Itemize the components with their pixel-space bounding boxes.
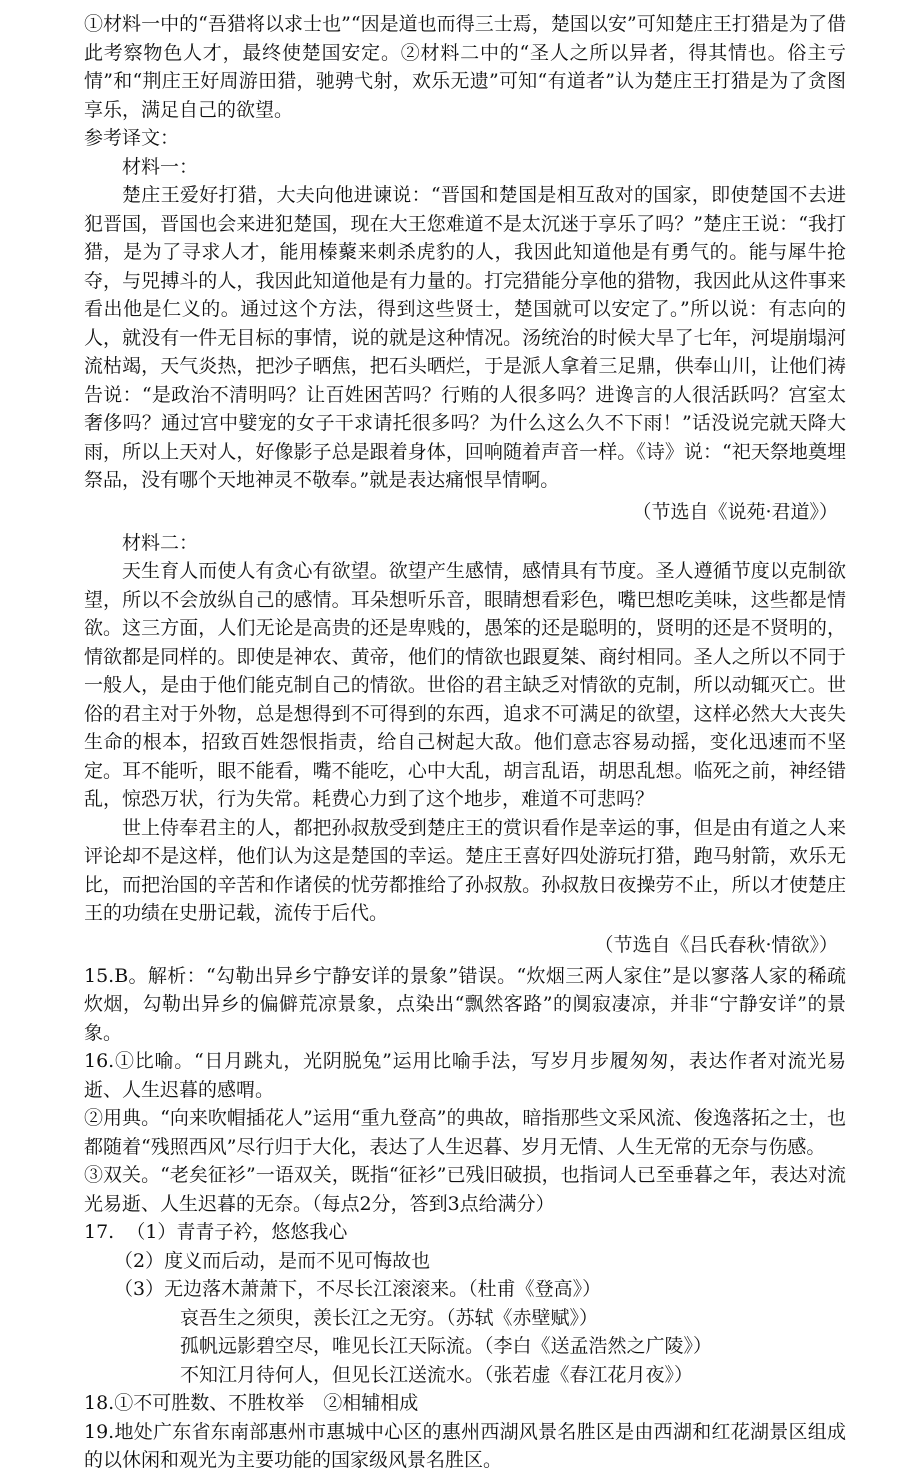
question-17-answer (84, 1218, 846, 1389)
question-17-item-3c: 孤帆远影碧空尽，唯见长江天际流。（李白《送孟浩然之广陵》） (180, 1335, 713, 1357)
question-16-point-2: ②用典。“向来吹帽插花人”运用“重九登高”的典故，暗指那些文采风流、俊逸落拓之士，也都随着“残照西风”尽行归于大化，表达了人生迟暮、岁月无情、人生无常的无奈与伤感。 (84, 1107, 846, 1158)
translation-heading: 参考译文： (84, 127, 180, 149)
material2-paragraph-2: 世上侍奉君主的人，都把孙叔敖受到楚庄王的赏识看作是幸运的事，但是由有道之人来评论却不是这样，他们认为这是楚国的幸运。楚庄王喜好四处游玩打猎，跑马射箭，欢乐无比，而把治国的辛苦和作诸侯的忧劳都推给了孙叔敖。孙叔敖日夜操劳不止，所以才使楚庄王的功绩在史册记载，流传于后代。 (84, 816, 846, 924)
question-17-item-3: （3）无边落木萧萧下，不尽长江滚滚来。（杜甫《登高》） (114, 1278, 602, 1300)
question-17-label: 17. (84, 1221, 115, 1243)
material1-title: 材料一： (122, 155, 199, 178)
question-16-point-1: 16.①比喻。“日月跳丸，光阴脱兔”运用比喻手法，写岁月步履匆匆，表达作者对流光易逝、人生迟暮的感喟。 (84, 1050, 846, 1101)
question-17-item-3d: 不知江月待何人，但见长江送流水。（张若虚《春江花月夜》） (180, 1363, 694, 1386)
material2-title: 材料二： (122, 531, 199, 554)
material1-text: 楚庄王爱好打猎，大夫向他进谏说：“晋国和楚国是相互敌对的国家，即使楚国不去进犯晋国，晋国也会来进犯楚国，现在大王您难道不是太沉迷于享乐了吗？”楚庄王说：“我打猎，是为了寻求人才，能用榛藂来刺杀虎豹的人，我因此知道他是有勇气的。能与犀牛抢夺，与兕搏斗的人，我因此知道他是有力量的。打完猎能分享他的猎物，我因此从这件事来看出他是仁义的。通过这个方法，得到这些贤士，楚国就可以安定了。”所以说：有志向的人，就没有一件无目标的事情，说的就是这种情况。汤统治的时候大旱了七年，河堤崩塌河流枯竭，天气炎热，把沙子晒焦，把石头晒烂，于是派人拿着三足鼎，供奉山川，让他们祷告说：“是政治不清明吗？让百姓困苦吗？行贿的人很多吗？进谗言的人很活跃吗？宫室太奢侈吗？通过宫中嬖宠的女子干求请托很多吗？为什么这么久不下雨！”话没说完就天降大雨，所以上天对人，好像影子总是跟着身体，回响随着声音一样。《诗》说：“祀天祭地奠埋祭品，没有哪个天地神灵不敬奉。”就是表达痛恨旱情啊。 (84, 184, 846, 491)
question-17-item-2: （2）度义而后动，是而不见可悔故也 (114, 1249, 431, 1272)
material2-paragraph-1: 天生育人而使人有贪心有欲望。欲望产生感情，感情具有节度。圣人遵循节度以克制欲望，所以不会放纵自己的感情。耳朵想听乐音，眼睛想看彩色，嘴巴想吃美味，这些都是情欲。这三方面，人们无论是高贵的还是卑贱的，愚笨的还是聪明的，贤明的还是不贤明的，情欲都是同样的。即使是神农、黄帝，他们的情欲也跟夏桀、商纣相同。圣人之所以不同于一般人，是由于他们能克制自己的情欲。世俗的君主缺乏对情欲的克制，所以动辄灭亡。世俗的君主对于外物，总是想得到不可得到的东西，追求不可满足的欲望，这样必然大大丧失生命的根本，招致百姓怨恨指责，给自己树起大敌。他们意志容易动摇，变化迅速而不坚定。耳不能听，眼不能看，嘴不能吃，心中大乱，胡言乱语，胡思乱想。临死之前，神经错乱，惊恐万状，行为失常。耗费心力到了这个地步，难道不可悲吗？ (84, 560, 846, 810)
question-16-point-3: ③双关。“老矣征衫”一语双关，既指“征衫”已残旧破损，也指词人已至垂暮之年，表达对流光易逝、人生迟暮的无奈。（每点2分，答到3点给满分） (84, 1164, 846, 1215)
question-15-answer: 15.B。解析：“勾勒出异乡宁静安详的景象”错误。“炊烟三两人家住”是以寥落人家的稀疏炊烟，勾勒出异乡的偏僻荒凉景象，点染出“飘然客路”的阒寂凄凉，并非“宁静安详”的景象。 (84, 964, 846, 1044)
question-17-line-1 (84, 1218, 846, 1247)
question-17-item-3b: 哀吾生之须臾，羡长江之无穷。（苏轼《赤壁赋》） (180, 1306, 599, 1329)
material2-source: （节选自《吕氏春秋·情欲》） (594, 933, 838, 956)
question-18-answer: 18.①不可胜数、不胜枚举 ②相辅相成 (84, 1392, 419, 1414)
question-17-item-1: （1）青青子衿，悠悠我心 (126, 1221, 348, 1243)
intro-answer: ①材料一中的“吾猎将以求士也”“因是道也而得三士焉，楚国以安”可知楚庄王打猎是为了借此考察物色人才，最终使楚国安定。②材料二中的“圣人之所以异者，得其情也。俗主亏情”和“荆庄王好周游田猎，驰骋弋射，欢乐无遗”可知“有道者”认为楚庄王打猎是为了贪图享乐，满足自己的欲望。 (84, 13, 846, 121)
question-19-answer: 19.地处广东省东南部惠州市惠城中心区的惠州西湖风景名胜区是由西湖和红花湖景区组成的以休闲和观光为主要功能的国家级风景名胜区。 (84, 1420, 846, 1471)
material1-source: （节选自《说苑·君道》） (632, 500, 838, 523)
